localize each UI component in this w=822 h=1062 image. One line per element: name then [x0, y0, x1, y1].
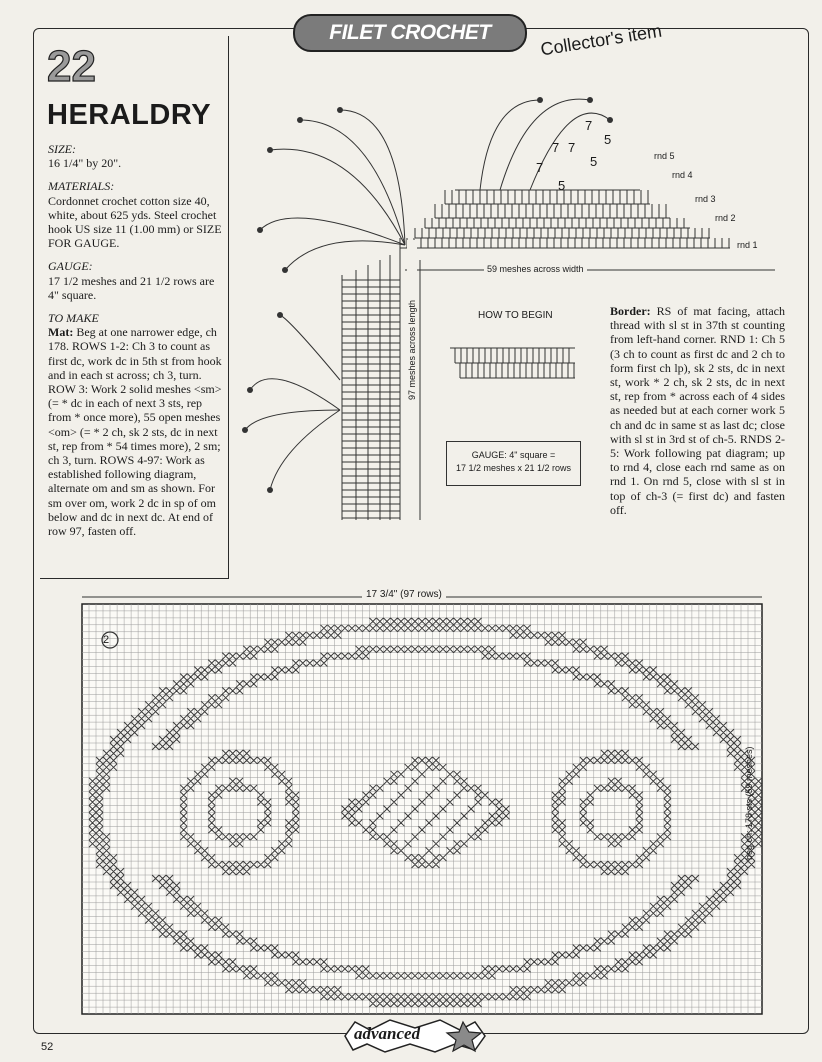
- stitch-number: 5: [590, 154, 598, 169]
- chart-rows-label: 17 3/4" (97 rows): [362, 589, 446, 600]
- how-to-begin-label: HOW TO BEGIN: [478, 310, 553, 321]
- instructions-text: [48, 142, 226, 538]
- size-heading: SIZE:: [48, 142, 76, 156]
- chart-marker: 2: [103, 634, 110, 646]
- stitch-number: 5: [558, 178, 566, 193]
- width-label: 59 meshes across width: [484, 264, 587, 274]
- filet-chart: [72, 592, 772, 1022]
- materials-text: Cordonnet crochet cotton size 40, white, about 625 yds. Steel crochet hook US size 11 (1.00 mm) or SIZE FOR GAUGE.: [48, 193, 222, 251]
- stitch-number: 7: [568, 140, 576, 155]
- mat-label: Mat:: [48, 325, 74, 340]
- round-3-label: rnd 3: [695, 194, 716, 204]
- round-1-label: rnd 1: [737, 240, 758, 250]
- gauge-box-line2: 17 1/2 meshes x 21 1/2 rows: [455, 463, 572, 473]
- pattern-number: 22: [47, 42, 96, 91]
- border-label: Border:: [610, 304, 651, 318]
- to-make-text: [48, 325, 226, 538]
- to-make-heading: TO MAKE: [48, 311, 99, 326]
- mat-instructions: Beg at one narrower edge, ch 178. ROWS 1-2: Ch 3 to count as first dc, work dc in 5th st from hook and in each st across; ch 3, turn. ROW 3: Work 2 solid meshes <sm> (= * dc in each of next 3 sts, rep from * once more), 55 open meshes <om> (= * 2 ch, sk 2 sts, dc in next st, rep from * 54 times more), 2 sm; ch 3, turn. ROWS 4-97: Work as established following diagram, alternate om and sm as shown. For sm over om, work 2 dc in sp of om below and dc in next dc. At end of row 97, fasten off.: [48, 325, 222, 539]
- border-text: RS of mat facing, attach thread with sl st in 37th st counting from left-hand corner. RND 1: Ch 5 (3 ch to count as first dc and 2 ch to form first ch lp), sk 2 sts, dc in next st, work * 2 ch, sk 2 sts, dc in next st, rep from * across each of 4 sides as needed but at each corner work 5 ch and dc in same st as last dc; close with sl st in 3rd st of ch-5. RNDS 2-5: Work following pat diagram; up to rnd 4, close each rnd same as on rnd 1. On rnd 5, close with sl st in top of ch-3 (= first dc) and fasten off.: [610, 304, 786, 517]
- collectors-item-badge: Collector's item: [539, 20, 664, 60]
- gauge-heading: GAUGE:: [48, 259, 93, 274]
- stitch-number: 7: [585, 118, 593, 133]
- section-header: FILET CROCHET: [293, 14, 527, 52]
- gauge-text: 17 1/2 meshes and 21 1/2 rows are 4" square.: [48, 273, 215, 302]
- gauge-box: [446, 441, 581, 486]
- round-2-label: rnd 2: [715, 213, 736, 223]
- length-label: 97 meshes across length: [407, 240, 417, 400]
- stitch-number: 7: [536, 160, 544, 175]
- materials-heading: MATERIALS:: [48, 179, 115, 194]
- pattern-title: HERALDRY: [47, 99, 212, 131]
- stitch-number: 7: [552, 140, 560, 155]
- size-text: 16 1/4" by 20".: [48, 156, 122, 171]
- difficulty-level: advanced: [354, 1024, 421, 1043]
- gauge-box-line1: GAUGE: 4" square =: [471, 450, 556, 460]
- stitch-number: 5: [604, 132, 612, 147]
- round-5-label: rnd 5: [654, 151, 675, 161]
- border-instructions: [610, 304, 785, 517]
- round-4-label: rnd 4: [672, 170, 693, 180]
- page-number: 52: [41, 1041, 54, 1053]
- chart-beg-ch-label: beg ch: 178 sts (59 meshes): [744, 746, 754, 860]
